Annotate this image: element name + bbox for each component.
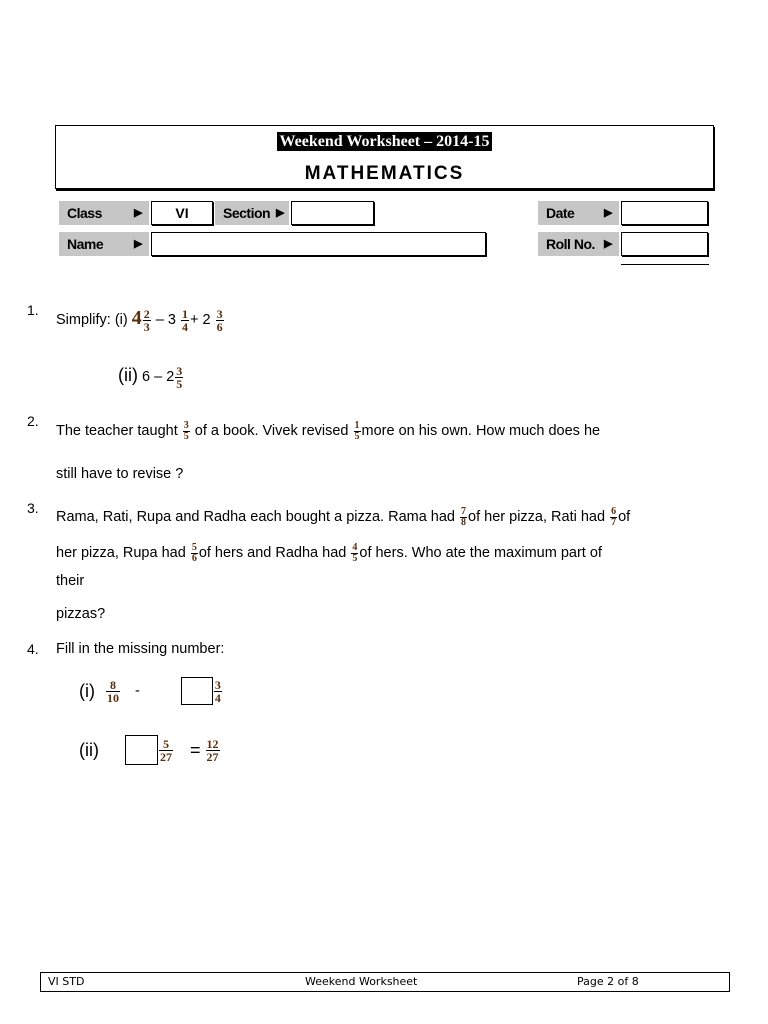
fraction: $\frac{1}{5}$ — [354, 419, 360, 442]
section-field[interactable] — [291, 201, 374, 225]
fraction: $\frac{4}{5}$ — [352, 541, 358, 564]
roll-no-label: Roll No. ▶ — [538, 232, 619, 256]
right-arrow-icon: ▶ — [134, 238, 142, 250]
fraction: $\frac{7}{8}$ — [461, 505, 467, 528]
question-4-text: Fill in the missing number: — [56, 641, 225, 657]
question-3-line-2: her pizza, Rupa had $\frac{5}{6}$ of hers and Radha had $\frac{4}{5}$ of hers. Who ate the maximum part of — [56, 541, 602, 564]
question-1-part-ii: (ii) 6 – 2 $\frac{3}{5}$ — [118, 363, 183, 391]
fraction: $\frac{1}{4}$ — [181, 306, 188, 334]
fraction: $\frac{2}{3}$ — [143, 306, 150, 334]
question-3-line-1: Rama, Rati, Rupa and Radha each bought a pizza. Rama had $\frac{7}{8}$ of her pizza, Rati had $\frac{6}{7}$ of — [56, 505, 631, 528]
right-arrow-icon: ▶ — [134, 207, 142, 219]
question-3-line-3: their — [56, 573, 85, 589]
fraction: $\frac{3}{4}$ — [214, 677, 221, 705]
question-3-line-4: pizzas? — [56, 606, 106, 622]
page-footer — [40, 972, 730, 992]
right-arrow-icon: ▶ — [604, 207, 612, 219]
fraction: $\frac{3}{6}$ — [216, 306, 223, 334]
question-number: 4. — [27, 641, 39, 657]
name-field[interactable] — [151, 232, 486, 256]
class-label: Class ▶ — [59, 201, 149, 225]
divider — [621, 264, 709, 265]
footer-page-number: Page 2 of 8 — [577, 975, 639, 988]
question-number: 1. — [27, 302, 39, 318]
fraction: $\frac{8}{10}$ — [107, 677, 119, 705]
fraction: $\frac{3}{5}$ — [176, 363, 183, 391]
roll-no-field[interactable] — [621, 232, 708, 256]
answer-box[interactable] — [125, 735, 158, 765]
fraction: $\frac{5}{27}$ — [160, 736, 172, 764]
fraction: $\frac{6}{7}$ — [611, 505, 617, 528]
right-arrow-icon: ▶ — [276, 207, 284, 219]
fraction: $\frac{5}{6}$ — [191, 541, 197, 564]
subject-title: MATHEMATICS — [304, 163, 465, 184]
class-field[interactable]: VI — [151, 201, 213, 225]
right-arrow-icon: ▶ — [604, 238, 612, 250]
fraction: $\frac{12}{27}$ — [206, 736, 219, 764]
name-label: Name ▶ — [59, 232, 149, 256]
answer-box[interactable] — [181, 677, 213, 705]
worksheet-title: Weekend Worksheet – 2014-15 — [56, 133, 713, 151]
date-field[interactable] — [621, 201, 708, 225]
question-2-line-2: still have to revise ? — [56, 466, 184, 482]
date-label: Date ▶ — [538, 201, 619, 225]
footer-class: VI STD — [48, 975, 85, 988]
footer-title: Weekend Worksheet — [305, 975, 418, 988]
worksheet-header — [55, 125, 714, 189]
question-4-part-ii: (ii) $\frac{5}{27}$ = $\frac{12}{27}$ — [79, 736, 219, 764]
question-number: 2. — [27, 413, 39, 429]
question-number: 3. — [27, 500, 39, 516]
section-label: Section ▶ — [215, 201, 289, 225]
fraction: $\frac{3}{5}$ — [183, 419, 189, 442]
question-1-part-i: Simplify: (i) 4 $\frac{2}{3}$ – 3 $\frac{1}{4}$ + 2 $\frac{3}{6}$ — [56, 306, 223, 334]
question-2-line-1: The teacher taught $\frac{3}{5}$ of a book. Vivek revised $\frac{1}{5}$ more on his own. How much does he — [56, 419, 601, 442]
question-4-part-i: (i) $\frac{8}{10}$ - $\frac{3}{4}$ — [79, 677, 221, 705]
